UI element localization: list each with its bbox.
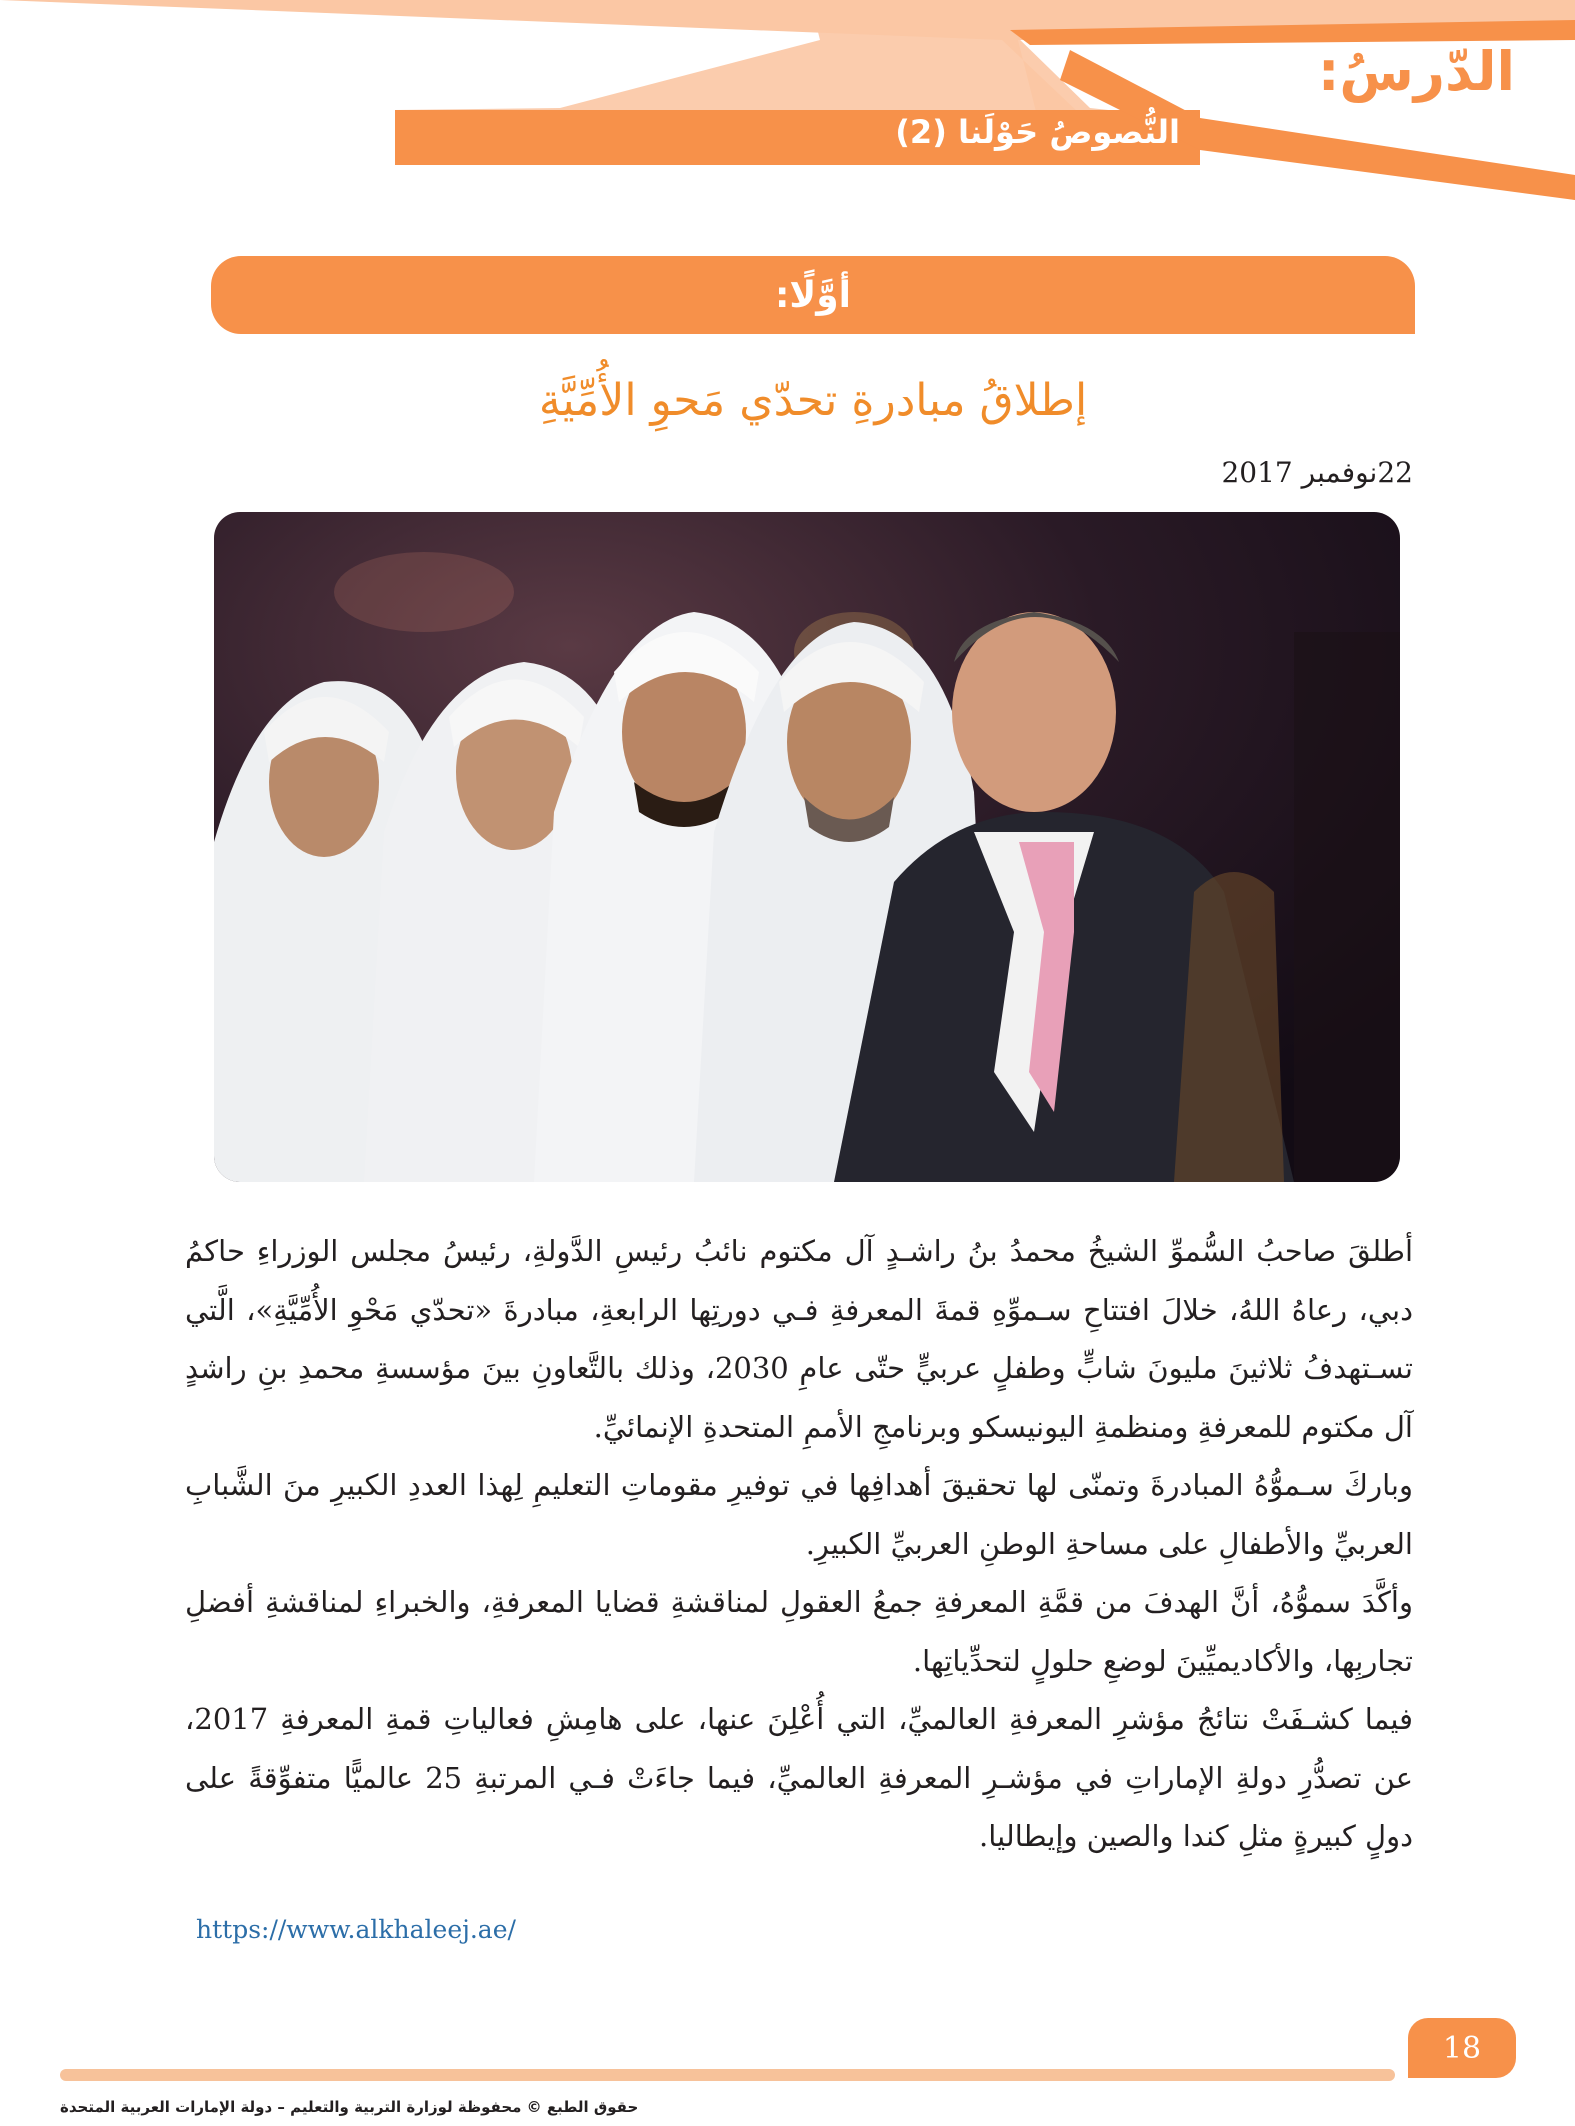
- article-photo: [214, 512, 1400, 1182]
- footer-divider: [60, 2069, 1395, 2081]
- page-number: 18: [1442, 2030, 1482, 2066]
- copyright-notice: حقوق الطبع © محفوظة لوزارة التربية والتعليم – دولة الإمارات العربية المتحدة: [60, 2098, 639, 2116]
- lesson-subtitle: النُّصوصُ حَوْلَنا (2): [895, 113, 1180, 151]
- article-paragraph: أطلقَ صاحبُ السُّموِّ الشيخُ محمدُ بنُ راشـدٍ آل مكتوم نائبُ رئيسِ الدَّولةِ، رئيسُ مجلس الوزراءِ حاكمُ دبي، رعاهُ اللهُ، خلالَ افتتاحِ سـموِّهِ قمةَ المعرفةِ فـي دورتِها الرابعةِ، مبادرةَ «تحدّي مَحْوِ الأُمِّيَّةِ»، الَّتي تسـتهدفُ ثلاثينَ مليونَ شابٍّ وطفلٍ عربيٍّ حتّى عامِ 2030، وذلك بالتَّعاونِ بينَ مؤسسةِ محمدِ بنِ راشدٍ آل مكتوم للمعرفةِ ومنظمةِ اليونيسكو وبرنامجِ الأممِ المتحدةِ الإنمائيِّ.: [185, 1234, 1413, 1444]
- source-link[interactable]: https://www.alkhaleej.ae/: [196, 1915, 516, 1944]
- article-body: [185, 1222, 1413, 1866]
- article-title: إطلاقُ مبادرةِ تحدّي مَحوِ الأُمِّيَّةِ: [538, 375, 1088, 426]
- article-paragraph: فيما كشـفَتْ نتائجُ مؤشرِ المعرفةِ العالميِّ، التي أُعْلِنَ عنها، على هامِشِ فعالياتِ قمةِ المعرفةِ 2017، عن تصدُّرِ دولةِ الإماراتِ في مؤشـرِ المعرفةِ العالميِّ، فيما جاءَتْ فـي المرتبةِ 25 عالميًّا متفوِّقةً على دولٍ كبيرةٍ مثلِ كندا والصين وإيطاليا.: [185, 1702, 1414, 1853]
- photo-illustration: [214, 512, 1400, 1182]
- article-date: 22نوفمبر 2017: [1221, 456, 1413, 489]
- section-banner: [211, 256, 1415, 334]
- article-paragraph: وأكَّدَ سموُّهُ، أنَّ الهدفَ من قمَّةِ المعرفةِ جمعُ العقولِ لمناقشةِ قضايا المعرفةِ، والخبراءِ لمناقشةِ أفضلِ تجاربِها، والأكاديميِّينَ لوضعِ حلولٍ لتحدِّياتِها.: [185, 1585, 1413, 1678]
- article-paragraph: وباركَ سـموُّهُ المبادرةَ وتمنّى لها تحقيقَ أهدافِها في توفيرِ مقوماتِ التعليمِ لِهذا العددِ الكبيرِ منَ الشَّبابِ العربيِّ والأطفالِ على مساحةِ الوطنِ العربيِّ الكبيرِ.: [185, 1468, 1413, 1561]
- page-number-badge: [1408, 2018, 1516, 2078]
- lesson-title: الدّرسُ:: [1317, 40, 1515, 103]
- section-label: أوَّلًا:: [775, 274, 851, 316]
